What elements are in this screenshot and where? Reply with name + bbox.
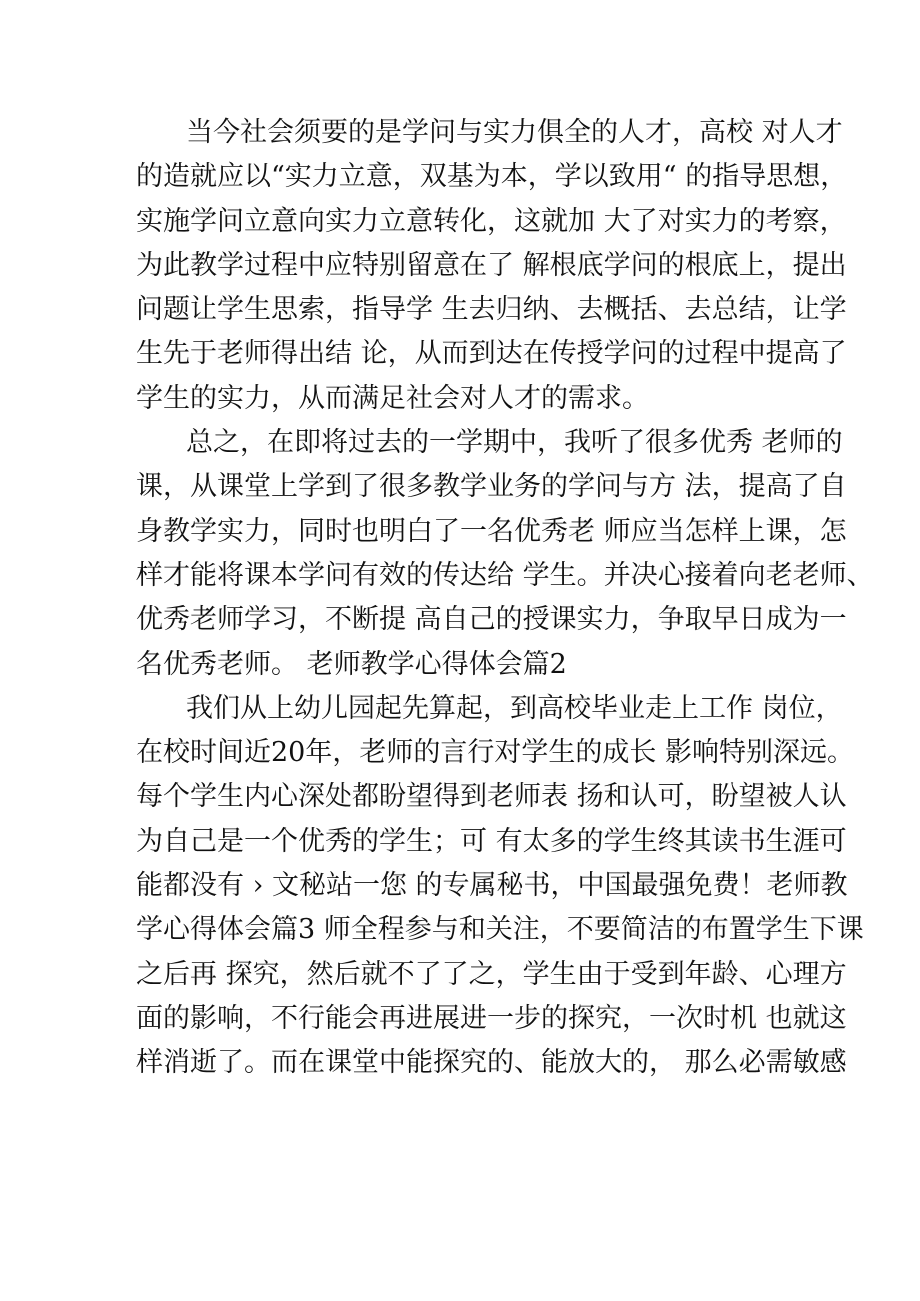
paragraph-line: 每个学生内心深处都盼望得到老师表 扬和认可，盼望被人认 xyxy=(136,781,847,813)
paragraph-line: 为此教学过程中应特别留意在了 解根底学问的根底上，提出 xyxy=(136,249,847,281)
paragraph-line: 为自己是一个优秀的学生；可 有太多的学生终其读书生涯可 xyxy=(136,825,847,857)
body-text xyxy=(136,111,874,1086)
paragraph-line: 样消逝了。而在课堂中能探究的、能放大的， 那么必需敏感 xyxy=(136,1047,847,1079)
paragraph-line: 样才能将课本学问有效的传达给 学生。并决心接着向老老师、 xyxy=(136,559,874,591)
paragraph-line: 生先于老师得出结 论，从而到达在传授学问的过程中提高了 xyxy=(136,338,847,370)
paragraph-line: 面的影响，不行能会再进展进一步的探究，一次时机 也就这 xyxy=(136,1002,847,1034)
paragraph-line: 能都没有 › 文秘站一您 的专属秘书，中国最强免费！老师教 xyxy=(136,870,848,902)
paragraph-line: 身教学实力，同时也明白了一名优秀老 师应当怎样上课，怎 xyxy=(136,515,847,547)
paragraph-line: 课，从课堂上学到了很多教学业务的学问与方 法，提高了自 xyxy=(136,471,847,503)
paragraph-line: 的造就应以“实力立意，双基为本，学以致用“ 的指导思想， xyxy=(136,161,848,193)
paragraph-line: 我们从上幼儿园起先算起，到高校毕业走上工作 岗位， xyxy=(186,692,843,724)
paragraph-line: 实施学问立意向实力立意转化，这就加 大了对实力的考察， xyxy=(136,205,847,237)
paragraph-line: 学生的实力，从而满足社会对人才的需求。 xyxy=(136,382,649,414)
paragraph-line: 优秀老师学习，不断提 高自己的授课实力，争取早日成为一 xyxy=(136,604,847,636)
paragraph-line: 总之，在即将过去的一学期中，我听了很多优秀 老师的 xyxy=(186,427,843,459)
paragraph-line: 学心得体会篇3 师全程参与和关注，不要简洁的布置学生下课 xyxy=(136,914,864,946)
paragraph-line: 名优秀老师。 老师教学心得体会篇2 xyxy=(136,648,567,680)
paragraph-line: 之后再 探究，然后就不了了之，学生由于受到年龄、心理方 xyxy=(136,958,847,990)
paragraph-line: 在校时间近20年，老师的言行对学生的成长 影响特别深远。 xyxy=(136,737,854,769)
paragraph-line: 当今社会须要的是学问与实力俱全的人才，高校 对人才 xyxy=(186,117,843,148)
paragraph-line: 问题让学生思索，指导学 生去归纳、去概括、去总结，让学 xyxy=(136,294,847,326)
